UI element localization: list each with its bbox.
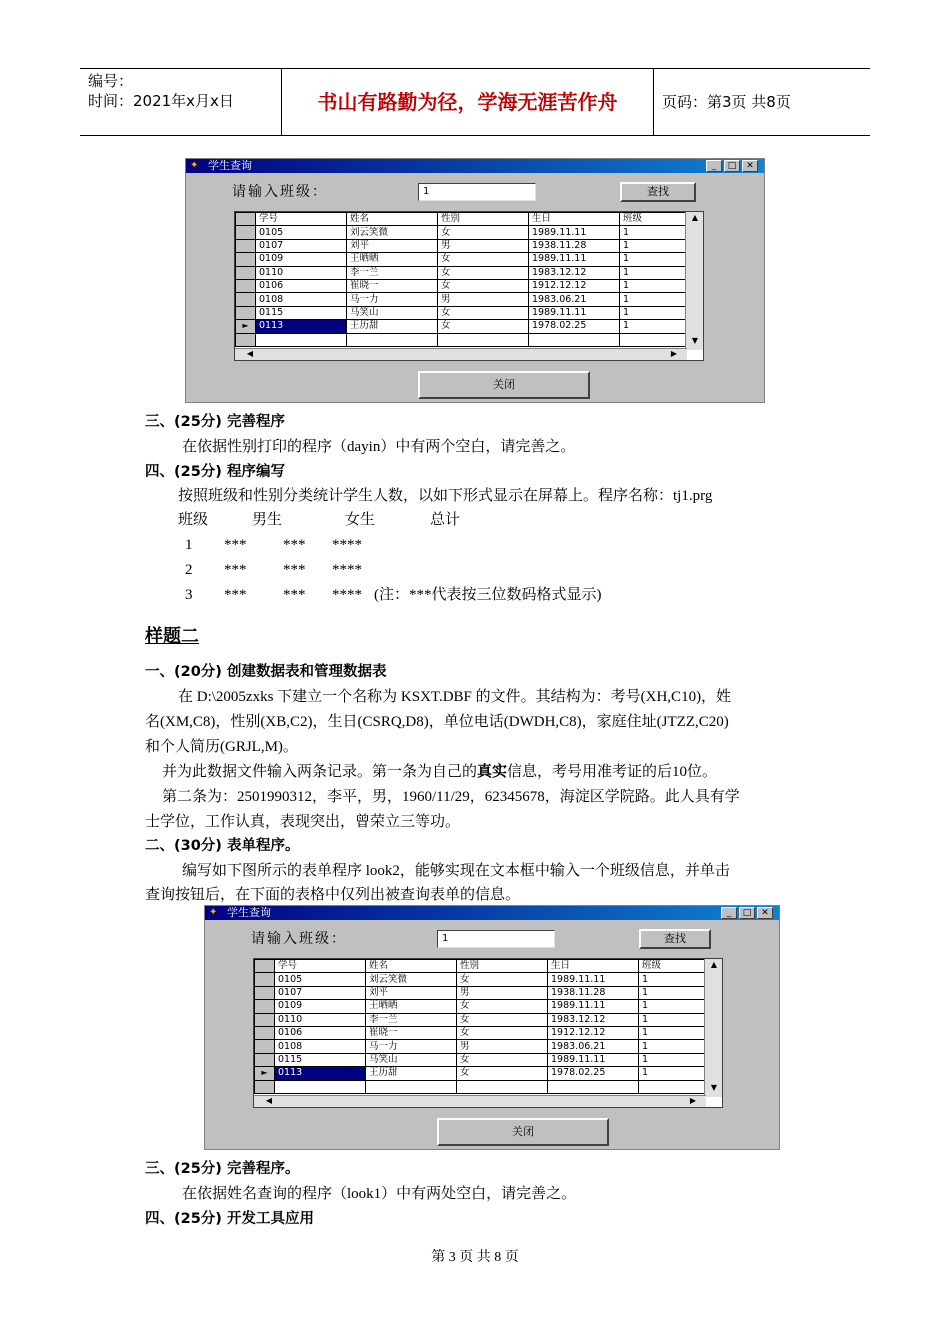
row-selector[interactable]: ► bbox=[236, 320, 256, 333]
table-cell[interactable]: 李一兰 bbox=[347, 266, 438, 279]
section3-text: 在依据性别打印的程序（dayin）中有两个空白，请完善之。 bbox=[182, 439, 576, 455]
table-cell[interactable]: 1938.11.28 bbox=[529, 239, 620, 252]
table-cell[interactable]: 马笑山 bbox=[366, 1053, 457, 1066]
student-grid[interactable] bbox=[234, 211, 704, 361]
table-cell[interactable]: 1 bbox=[639, 986, 707, 999]
table-row[interactable] bbox=[236, 226, 688, 239]
table-cell[interactable]: 1989.11.11 bbox=[548, 1000, 639, 1013]
table-cell[interactable]: 0108 bbox=[256, 293, 347, 306]
table-cell[interactable]: 1989.11.11 bbox=[529, 226, 620, 239]
stat-row-3-class: 3 bbox=[185, 587, 193, 603]
window-titlebar bbox=[186, 159, 764, 173]
table-row[interactable] bbox=[236, 253, 688, 266]
table-cell[interactable]: 1989.11.11 bbox=[529, 306, 620, 319]
table-cell[interactable]: 王晒晒 bbox=[366, 1000, 457, 1013]
column-header[interactable]: 生日 bbox=[548, 960, 639, 973]
table-cell[interactable]: 1 bbox=[639, 1000, 707, 1013]
p2-s1-line2: 名(XM,C8)，性别(XB,C2)，生日(CSRQ,D8)，单位电话(DWDH,C8)，家庭住址(JTZZ,C20) bbox=[145, 714, 729, 730]
table-cell[interactable]: 0109 bbox=[275, 1000, 366, 1013]
table-cell[interactable]: 女 bbox=[438, 266, 529, 279]
column-header[interactable]: 性别 bbox=[438, 213, 529, 226]
column-header[interactable]: 生日 bbox=[529, 213, 620, 226]
p2-s1-line3: 和个人简历(GRJL,M)。 bbox=[145, 739, 298, 755]
table-cell[interactable]: 1938.11.28 bbox=[548, 986, 639, 999]
close-button[interactable]: 关闭 bbox=[437, 1118, 609, 1146]
table-cell[interactable]: 1912.12.12 bbox=[529, 279, 620, 292]
table-cell[interactable]: 1 bbox=[620, 226, 688, 239]
table-cell[interactable]: 马一力 bbox=[366, 1040, 457, 1053]
search-button[interactable]: 查找 bbox=[620, 182, 696, 202]
maximize-button[interactable]: □ bbox=[739, 907, 755, 919]
row-selector[interactable] bbox=[255, 973, 275, 986]
table-cell[interactable]: 王历甜 bbox=[347, 320, 438, 333]
stat-header-female: 女生 bbox=[345, 512, 376, 528]
table-header-row bbox=[236, 213, 688, 226]
class-prompt-label: 请输入班级： bbox=[232, 184, 328, 200]
time-label: 时间：2021年x月x日 bbox=[88, 92, 234, 110]
scroll-down-icon[interactable]: ▼ bbox=[710, 1083, 718, 1092]
scroll-down-icon[interactable]: ▼ bbox=[691, 336, 699, 345]
scroll-right-icon[interactable]: ▶ bbox=[670, 349, 678, 358]
table-cell[interactable]: 王历甜 bbox=[366, 1067, 457, 1080]
row-selector[interactable] bbox=[255, 1040, 275, 1053]
horizontal-scrollbar[interactable] bbox=[235, 348, 687, 360]
table-row[interactable] bbox=[255, 973, 707, 986]
row-selector[interactable] bbox=[255, 986, 275, 999]
p2-section3-text: 在依据姓名查询的程序（look1）中有两处空白，请完善之。 bbox=[182, 1186, 577, 1202]
table-cell[interactable]: 0113 bbox=[275, 1067, 366, 1080]
student-table bbox=[254, 959, 707, 1094]
row-selector[interactable] bbox=[236, 293, 256, 306]
table-cell[interactable]: 女 bbox=[457, 973, 548, 986]
table-row[interactable] bbox=[255, 1053, 707, 1066]
scroll-up-icon[interactable]: ▲ bbox=[710, 960, 718, 969]
table-body bbox=[236, 226, 688, 347]
search-button[interactable]: 查找 bbox=[639, 929, 711, 949]
student-query-window-1 bbox=[185, 158, 765, 403]
table-cell[interactable]: 1912.12.12 bbox=[548, 1026, 639, 1039]
vertical-scrollbar[interactable] bbox=[704, 959, 722, 1097]
table-cell[interactable]: 1 bbox=[620, 320, 688, 333]
table-cell[interactable]: 男 bbox=[457, 986, 548, 999]
p2-s1-line4-post: 信息，考号用准考证的后10位。 bbox=[507, 764, 718, 780]
row-selector[interactable] bbox=[255, 1000, 275, 1013]
minimize-button[interactable]: _ bbox=[721, 907, 737, 919]
column-header[interactable]: 性别 bbox=[457, 960, 548, 973]
table-row[interactable] bbox=[236, 266, 688, 279]
table-row[interactable] bbox=[255, 1026, 707, 1039]
stat-row-2-male: *** bbox=[224, 562, 247, 578]
table-cell[interactable]: 1983.12.12 bbox=[548, 1013, 639, 1026]
table-row[interactable] bbox=[255, 986, 707, 999]
table-cell[interactable]: 马一力 bbox=[347, 293, 438, 306]
section4-text: 按照班级和性别分类统计学生人数，以如下形式显示在屏幕上。程序名称：tj1.prg bbox=[178, 488, 713, 504]
p2-section1-heading: 一、(20分) 创建数据表和管理数据表 bbox=[145, 664, 387, 680]
student-table bbox=[235, 212, 688, 347]
page-header bbox=[80, 68, 870, 136]
table-cell[interactable]: 0105 bbox=[275, 973, 366, 986]
table-header-row bbox=[255, 960, 707, 973]
table-cell[interactable]: 女 bbox=[438, 253, 529, 266]
row-selector-header bbox=[255, 960, 275, 973]
stat-row-2-total: **** bbox=[332, 562, 362, 578]
section3-heading: 三、(25分) 完善程序 bbox=[145, 414, 285, 430]
table-row[interactable] bbox=[236, 320, 688, 333]
table-cell[interactable]: 0106 bbox=[275, 1026, 366, 1039]
column-header[interactable]: 姓名 bbox=[366, 960, 457, 973]
p2-s1-line4-pre: 并为此数据文件输入两条记录。第一条为自己的 bbox=[162, 764, 478, 780]
table-cell[interactable]: 1 bbox=[620, 266, 688, 279]
table-cell[interactable]: 女 bbox=[457, 1067, 548, 1080]
table-row[interactable] bbox=[236, 239, 688, 252]
row-selector[interactable] bbox=[255, 1026, 275, 1039]
p2-s1-line4 bbox=[162, 760, 717, 784]
header-page-label: 页码：第3页 共8页 bbox=[662, 93, 791, 111]
table-cell[interactable]: 0105 bbox=[256, 226, 347, 239]
table-cell[interactable]: 男 bbox=[438, 293, 529, 306]
table-cell bbox=[256, 333, 347, 346]
table-cell[interactable]: 1983.06.21 bbox=[529, 293, 620, 306]
column-header[interactable]: 班级 bbox=[639, 960, 707, 973]
table-cell[interactable]: 女 bbox=[457, 1053, 548, 1066]
table-cell[interactable]: 0109 bbox=[256, 253, 347, 266]
empty-row bbox=[236, 333, 688, 346]
close-button[interactable]: 关闭 bbox=[418, 371, 590, 399]
scroll-right-icon[interactable]: ▶ bbox=[689, 1096, 697, 1105]
table-row[interactable] bbox=[236, 306, 688, 319]
table-cell[interactable]: 0115 bbox=[275, 1053, 366, 1066]
stat-header-male: 男生 bbox=[252, 512, 283, 528]
table-cell[interactable]: 0115 bbox=[256, 306, 347, 319]
table-cell bbox=[347, 333, 438, 346]
table-cell[interactable]: 0110 bbox=[275, 1013, 366, 1026]
table-cell[interactable]: 1 bbox=[620, 293, 688, 306]
vertical-scrollbar[interactable] bbox=[685, 212, 703, 350]
stat-row-1-total: **** bbox=[332, 537, 362, 553]
table-cell bbox=[457, 1080, 548, 1093]
p2-s1-line5: 第二条为：2501990312，李平，男，1960/11/29，62345678，海淀区学院路。此人具有学 bbox=[162, 789, 740, 805]
scroll-up-icon[interactable]: ▲ bbox=[691, 213, 699, 222]
table-cell[interactable]: 1 bbox=[639, 1067, 707, 1080]
fox-app-icon: ✦ bbox=[209, 907, 218, 918]
table-cell[interactable]: 0110 bbox=[256, 266, 347, 279]
stat-row-3-total: **** bbox=[332, 587, 362, 603]
empty-row bbox=[255, 1080, 707, 1093]
table-cell[interactable]: 刘云笑微 bbox=[347, 226, 438, 239]
table-cell bbox=[366, 1080, 457, 1093]
header-meta bbox=[80, 69, 282, 135]
table-cell bbox=[236, 333, 256, 346]
table-cell[interactable]: 崔晓一 bbox=[366, 1026, 457, 1039]
table-row[interactable] bbox=[255, 1013, 707, 1026]
column-header[interactable]: 班级 bbox=[620, 213, 688, 226]
fox-app-icon: ✦ bbox=[190, 160, 199, 171]
table-cell[interactable]: 0106 bbox=[256, 279, 347, 292]
close-window-button[interactable]: ✕ bbox=[757, 907, 773, 919]
table-cell[interactable]: 0107 bbox=[256, 239, 347, 252]
number-label: 编号： bbox=[88, 72, 134, 90]
table-cell[interactable]: 1989.11.11 bbox=[548, 1053, 639, 1066]
column-header[interactable]: 学号 bbox=[275, 960, 366, 973]
table-cell[interactable]: 男 bbox=[438, 239, 529, 252]
stat-row-1-male: *** bbox=[224, 537, 247, 553]
p2-s2-line2: 查询按钮后，在下面的表格中仅列出被查询表单的信息。 bbox=[145, 887, 521, 903]
table-cell[interactable]: 王晒晒 bbox=[347, 253, 438, 266]
scroll-left-icon[interactable]: ◀ bbox=[246, 349, 254, 358]
row-selector[interactable] bbox=[236, 306, 256, 319]
table-cell[interactable]: 1978.02.25 bbox=[529, 320, 620, 333]
window-title: 学生查询 bbox=[208, 159, 252, 172]
table-cell[interactable]: 1989.11.11 bbox=[548, 973, 639, 986]
p2-s1-line1: 在 D:\2005zxks 下建立一个名称为 KSXT.DBF 的文件。其结构为：考号(XH,C10)，姓 bbox=[178, 689, 732, 705]
row-selector[interactable] bbox=[236, 226, 256, 239]
table-cell[interactable]: 0113 bbox=[256, 320, 347, 333]
table-cell bbox=[639, 1080, 707, 1093]
class-prompt-label: 请输入班级： bbox=[251, 931, 347, 947]
header-motto: 书山有路勤为径，学海无涯苦作舟 bbox=[282, 69, 654, 135]
scroll-left-icon[interactable]: ◀ bbox=[265, 1096, 273, 1105]
table-cell[interactable]: 马笑山 bbox=[347, 306, 438, 319]
row-selector-header bbox=[236, 213, 256, 226]
table-row[interactable] bbox=[236, 279, 688, 292]
p2-section2-heading: 二、(30分) 表单程序。 bbox=[145, 838, 300, 854]
table-cell[interactable]: 1 bbox=[639, 1053, 707, 1066]
row-selector[interactable]: ► bbox=[255, 1067, 275, 1080]
table-cell[interactable]: 1 bbox=[639, 1013, 707, 1026]
section4-heading: 四、(25分) 程序编写 bbox=[145, 464, 285, 480]
stat-row-2-female: *** bbox=[283, 562, 306, 578]
row-selector[interactable] bbox=[236, 239, 256, 252]
table-cell[interactable]: 1 bbox=[620, 253, 688, 266]
table-cell[interactable]: 女 bbox=[438, 226, 529, 239]
table-cell[interactable]: 崔晓一 bbox=[347, 279, 438, 292]
stat-header-total: 总计 bbox=[430, 512, 461, 528]
table-cell[interactable]: 女 bbox=[457, 1026, 548, 1039]
student-grid[interactable] bbox=[253, 958, 723, 1108]
sample-title-2: 样题二 bbox=[145, 626, 199, 647]
stat-row-3-male: *** bbox=[224, 587, 247, 603]
p2-s1-line6: 士学位，工作认真，表现突出，曾荣立三等功。 bbox=[145, 814, 461, 830]
table-cell[interactable]: 1989.11.11 bbox=[529, 253, 620, 266]
table-row[interactable] bbox=[255, 1040, 707, 1053]
horizontal-scrollbar[interactable] bbox=[254, 1095, 706, 1107]
table-cell bbox=[275, 1080, 366, 1093]
column-header[interactable]: 学号 bbox=[256, 213, 347, 226]
table-cell[interactable]: 0108 bbox=[275, 1040, 366, 1053]
class-input[interactable]: 1 bbox=[437, 930, 555, 948]
table-row[interactable] bbox=[255, 1000, 707, 1013]
table-cell[interactable]: 1 bbox=[620, 239, 688, 252]
table-cell bbox=[548, 1080, 639, 1093]
window-title: 学生查询 bbox=[227, 906, 271, 919]
table-cell[interactable]: 刘平 bbox=[347, 239, 438, 252]
table-cell[interactable]: 1 bbox=[639, 1026, 707, 1039]
table-row[interactable] bbox=[236, 293, 688, 306]
table-cell bbox=[255, 1080, 275, 1093]
p2-section3-heading: 三、(25分) 完善程序。 bbox=[145, 1161, 300, 1177]
table-cell[interactable]: 女 bbox=[457, 1000, 548, 1013]
table-cell[interactable]: 刘平 bbox=[366, 986, 457, 999]
table-cell[interactable]: 女 bbox=[438, 320, 529, 333]
p2-s2-line1: 编写如下图所示的表单程序 look2，能够实现在文本框中输入一个班级信息，并单击 bbox=[182, 863, 730, 879]
table-cell[interactable]: 刘云笑微 bbox=[366, 973, 457, 986]
stat-row-1-class: 1 bbox=[185, 537, 193, 553]
table-cell[interactable]: 1 bbox=[620, 306, 688, 319]
table-cell bbox=[620, 333, 688, 346]
p2-s1-line4-bold: 真实 bbox=[477, 764, 508, 780]
row-selector[interactable] bbox=[236, 279, 256, 292]
row-selector[interactable] bbox=[255, 1013, 275, 1026]
table-body bbox=[255, 973, 707, 1094]
table-cell[interactable]: 女 bbox=[438, 279, 529, 292]
stat-row-3-female: *** bbox=[283, 587, 306, 603]
row-selector[interactable] bbox=[255, 1053, 275, 1066]
column-header[interactable]: 姓名 bbox=[347, 213, 438, 226]
minimize-button[interactable]: _ bbox=[706, 160, 722, 172]
row-selector[interactable] bbox=[236, 266, 256, 279]
table-cell bbox=[438, 333, 529, 346]
table-cell[interactable]: 1978.02.25 bbox=[548, 1067, 639, 1080]
table-cell[interactable]: 1 bbox=[639, 1040, 707, 1053]
stat-header-class: 班级 bbox=[178, 512, 209, 528]
student-query-window-2 bbox=[204, 905, 780, 1150]
page-footer: 第 3 页 共 8 页 bbox=[431, 1250, 519, 1265]
stat-row-2-class: 2 bbox=[185, 562, 193, 578]
row-selector[interactable] bbox=[236, 253, 256, 266]
table-cell[interactable]: 1983.12.12 bbox=[529, 266, 620, 279]
table-cell[interactable]: 女 bbox=[457, 1013, 548, 1026]
table-cell[interactable]: 1 bbox=[620, 279, 688, 292]
table-cell[interactable]: 1983.06.21 bbox=[548, 1040, 639, 1053]
close-window-button[interactable]: ✕ bbox=[742, 160, 758, 172]
stat-note: (注：***代表按三位数码格式显示) bbox=[374, 587, 602, 603]
p2-section4-heading: 四、(25分) 开发工具应用 bbox=[145, 1211, 314, 1227]
table-cell[interactable]: 李一兰 bbox=[366, 1013, 457, 1026]
class-input[interactable]: 1 bbox=[418, 183, 536, 201]
table-cell[interactable]: 男 bbox=[457, 1040, 548, 1053]
table-cell bbox=[529, 333, 620, 346]
table-cell[interactable]: 1 bbox=[639, 973, 707, 986]
maximize-button[interactable]: □ bbox=[724, 160, 740, 172]
table-row[interactable] bbox=[255, 1067, 707, 1080]
table-cell[interactable]: 女 bbox=[438, 306, 529, 319]
window-titlebar bbox=[205, 906, 779, 920]
table-cell[interactable]: 0107 bbox=[275, 986, 366, 999]
stat-row-1-female: *** bbox=[283, 537, 306, 553]
